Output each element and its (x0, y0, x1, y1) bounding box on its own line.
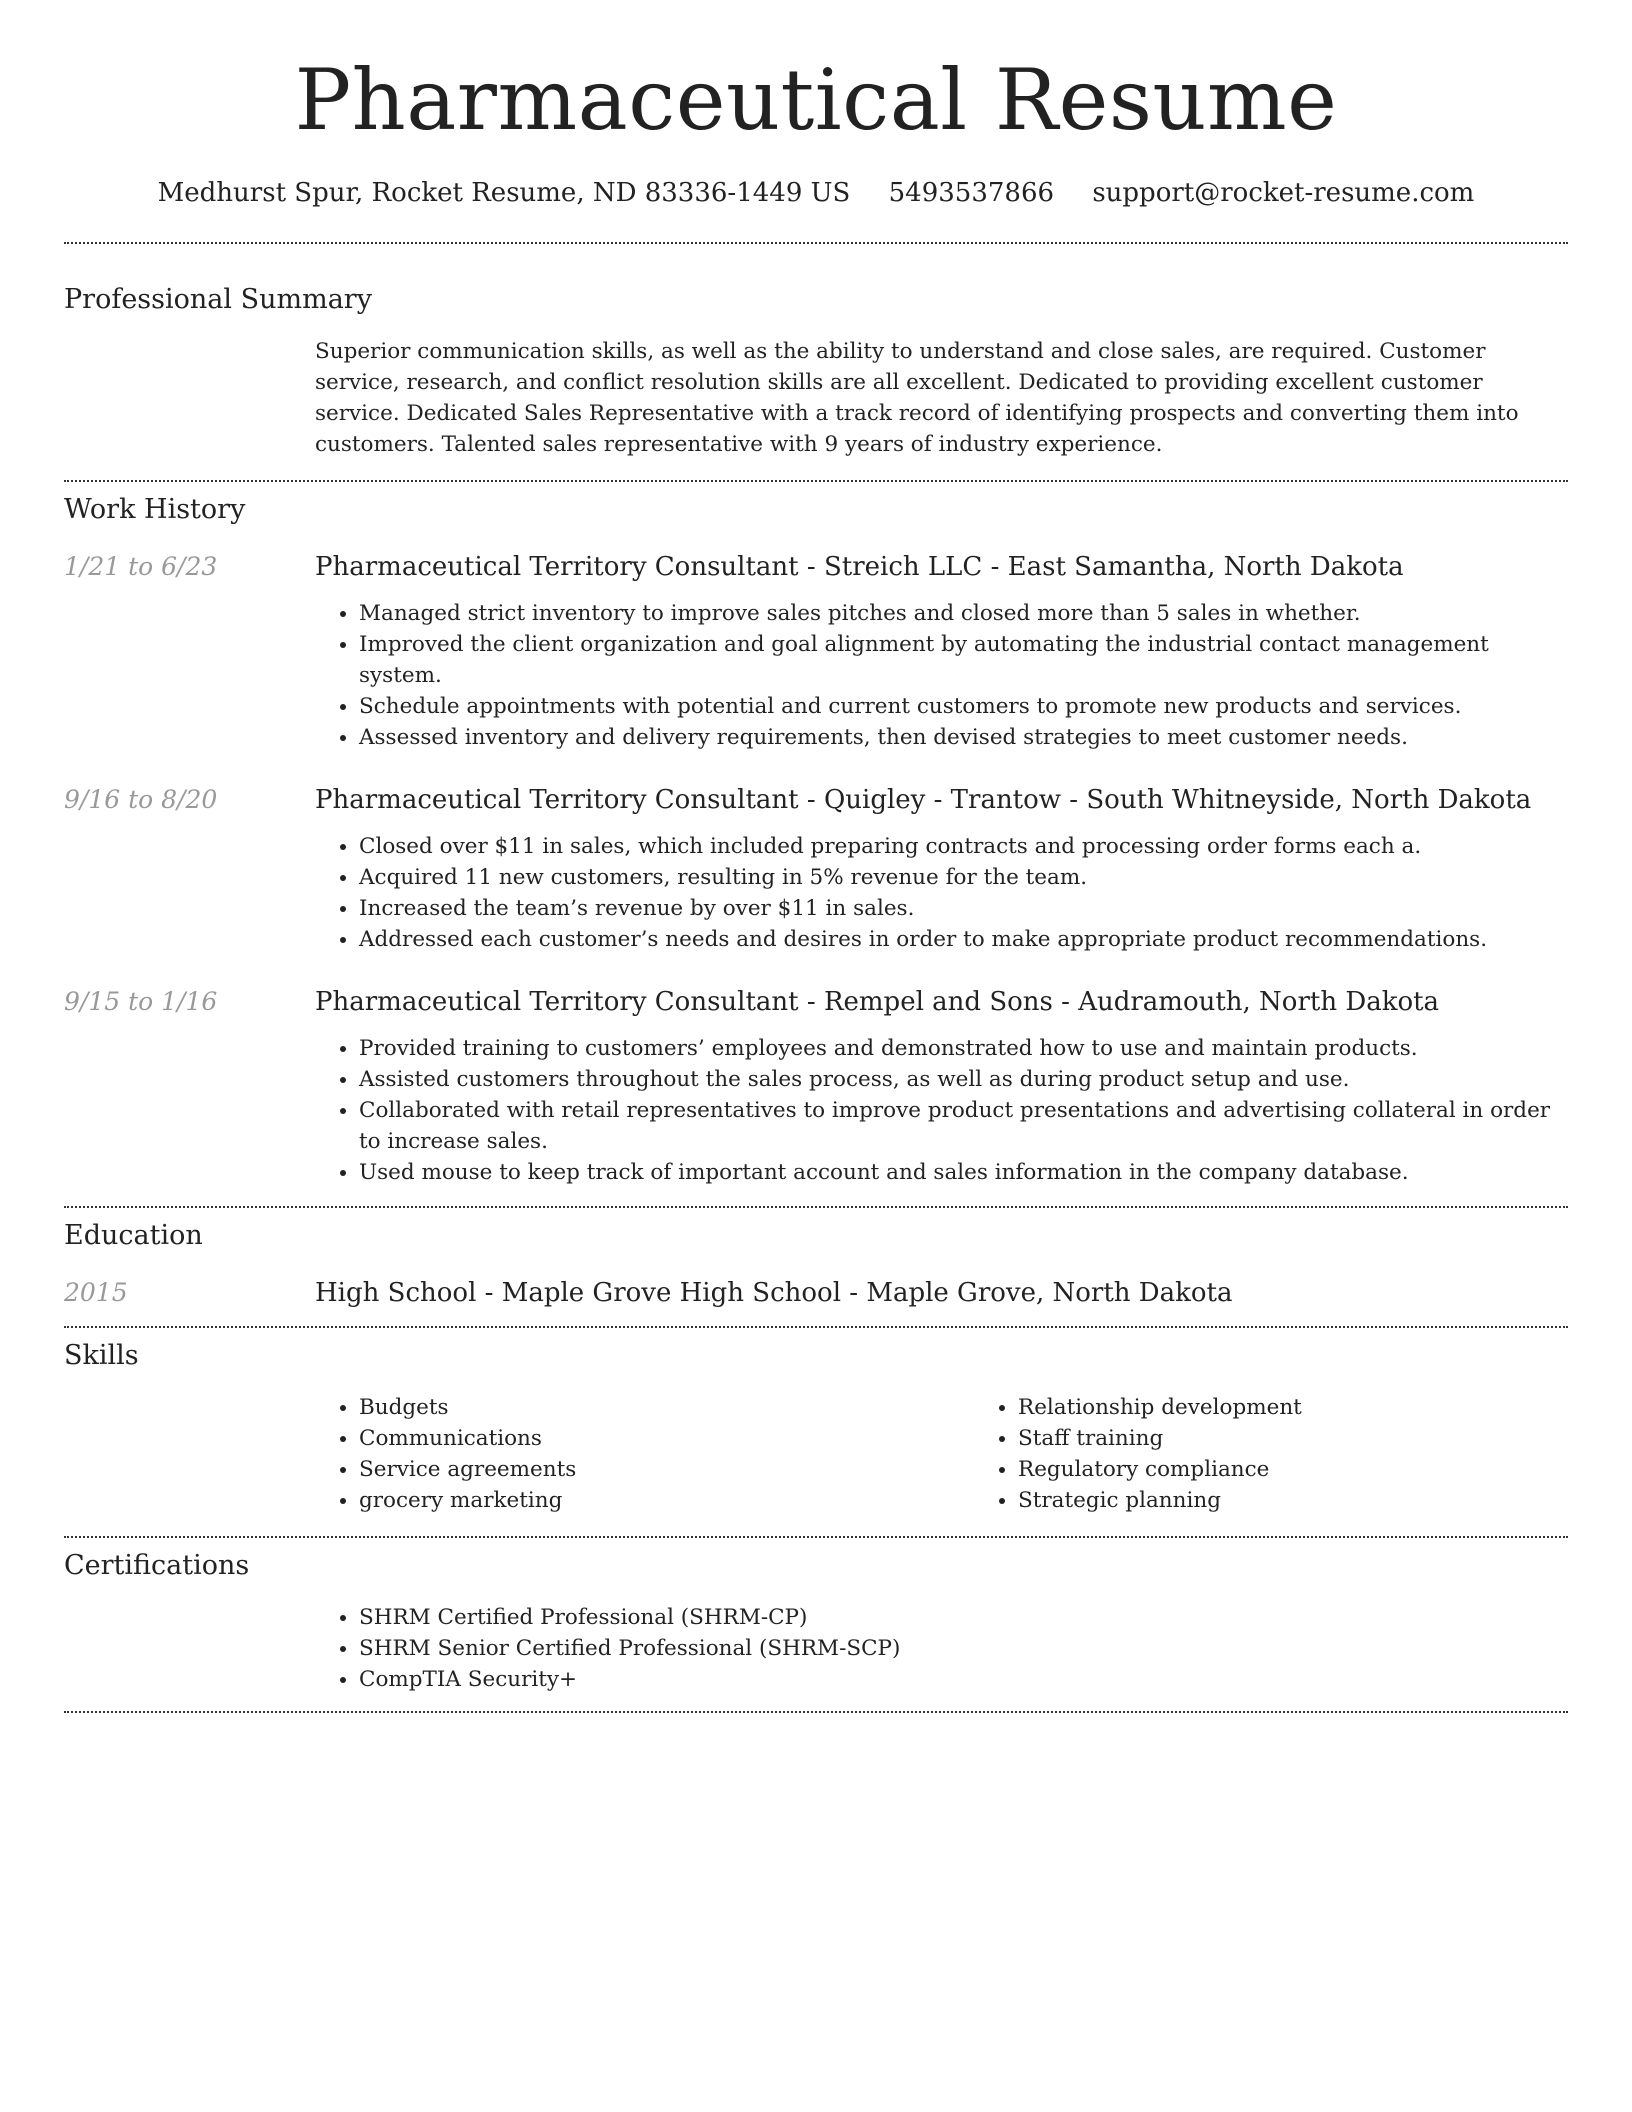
job-bullet: • Closed over $11 in sales, which included preparing contracts and processing order forms each a. (359, 831, 1568, 862)
skill-item: • Strategic planning (1018, 1485, 1632, 1516)
skill-item: • Relationship development (1018, 1392, 1632, 1423)
skills-grid (315, 1392, 1632, 1516)
summary-divider (64, 480, 1568, 482)
work-history-heading: Work History (64, 494, 246, 525)
skill-item: • grocery marketing (359, 1485, 974, 1516)
education-section (64, 1218, 1568, 1310)
job-entry (64, 985, 1568, 1188)
skills-heading: Skills (64, 1340, 139, 1371)
job-dates: 9/16 to 8/20 (64, 785, 218, 814)
education-heading: Education (64, 1220, 203, 1251)
job-entry (64, 550, 1568, 753)
skills-divider (64, 1536, 1568, 1538)
job-bullet: • Managed strict inventory to improve sales pitches and closed more than 5 sales in whether. (359, 598, 1568, 629)
certifications-spacer (64, 1602, 315, 1695)
skill-item: • Regulatory compliance (1018, 1454, 1632, 1485)
job-bullet: • Used mouse to keep track of important account and sales information in the company database. (359, 1157, 1568, 1188)
education-entry (64, 1276, 1568, 1310)
job-dates: 9/15 to 1/16 (64, 987, 218, 1016)
job-bullet: • Increased the team’s revenue by over $11 in sales. (359, 893, 1568, 924)
certification-item: • CompTIA Security+ (359, 1664, 1568, 1695)
summary-spacer (64, 336, 315, 460)
skills-list-left (315, 1392, 974, 1516)
job-bullet: • Provided training to customers’ employees and demonstrated how to use and maintain products. (359, 1033, 1568, 1064)
job-bullet: • Addressed each customer’s needs and desires in order to make appropriate product recommendations. (359, 924, 1568, 955)
job-bullets (315, 831, 1568, 955)
skills-spacer (64, 1392, 315, 1516)
contact-info (64, 176, 1568, 210)
job-entry (64, 783, 1568, 955)
professional-summary-section (64, 282, 1568, 460)
education-year: 2015 (64, 1278, 128, 1307)
job-bullet: • Improved the client organization and goal alignment by automating the industrial contact management system. (359, 629, 1568, 691)
skill-item: • Budgets (359, 1392, 974, 1423)
certification-item: • SHRM Certified Professional (SHRM-CP) (359, 1602, 1568, 1633)
certifications-heading: Certifications (64, 1550, 250, 1581)
contact-address: Medhurst Spur, Rocket Resume, ND 83336-1449 US (157, 178, 851, 208)
work-divider (64, 1206, 1568, 1208)
work-history-section (64, 492, 1568, 1188)
summary-text: Superior communication skills, as well as the ability to understand and close sales, are required. Customer service, research, and conflict resolution skills are all excellent. Dedicated to providing excellent customer service. Dedicated Sales Representative with a track record of identifying prospects and converting them into customers. Talented sales representative with 9 years of industry experience. (315, 339, 1519, 457)
job-bullet: • Assisted customers throughout the sales process, as well as during product setup and use. (359, 1064, 1568, 1095)
skills-list-right (974, 1392, 1632, 1516)
job-dates: 1/21 to 6/23 (64, 552, 218, 581)
certifications-section (64, 1548, 1568, 1695)
skill-item: • Staff training (1018, 1423, 1632, 1454)
job-title: Pharmaceutical Territory Consultant - Streich LLC - East Samantha, North Dakota (315, 552, 1404, 582)
education-title: High School - Maple Grove High School - Maple Grove, North Dakota (315, 1278, 1233, 1308)
certification-item: • SHRM Senior Certified Professional (SHRM-SCP) (359, 1633, 1568, 1664)
contact-email: support@rocket-resume.com (1092, 178, 1475, 208)
contact-phone: 5493537866 (888, 178, 1055, 208)
certifications-divider (64, 1711, 1568, 1713)
job-bullets (315, 1033, 1568, 1188)
skill-item: • Service agreements (359, 1454, 974, 1485)
education-divider (64, 1326, 1568, 1328)
resume-title: Pharmaceutical Resume (294, 51, 1338, 149)
job-bullets (315, 598, 1568, 753)
job-title: Pharmaceutical Territory Consultant - Rempel and Sons - Audramouth, North Dakota (315, 987, 1440, 1017)
skill-item: • Communications (359, 1423, 974, 1454)
job-bullet: • Assessed inventory and delivery requirements, then devised strategies to meet customer needs. (359, 722, 1568, 753)
header-divider (64, 242, 1568, 244)
job-bullet: • Collaborated with retail representatives to improve product presentations and advertising collateral in order to increase sales. (359, 1095, 1568, 1157)
job-title: Pharmaceutical Territory Consultant - Quigley - Trantow - South Whitneyside, North Dakota (315, 785, 1532, 815)
summary-heading: Professional Summary (64, 284, 372, 315)
skills-section (64, 1338, 1568, 1516)
job-bullet: • Acquired 11 new customers, resulting in 5% revenue for the team. (359, 862, 1568, 893)
certifications-list (315, 1602, 1568, 1695)
job-bullet: • Schedule appointments with potential and current customers to promote new products and services. (359, 691, 1568, 722)
